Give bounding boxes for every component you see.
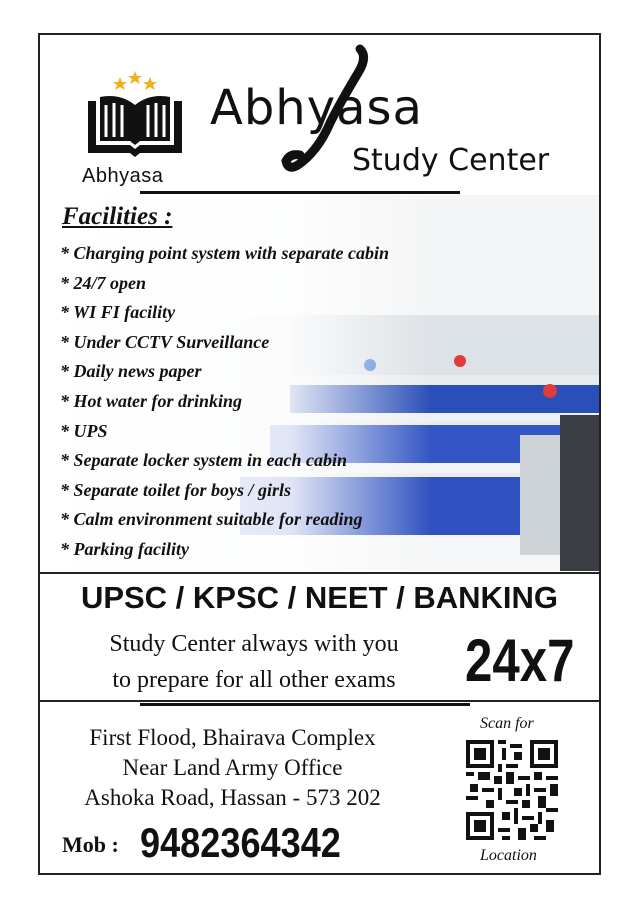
address-line-1: First Flood, Bhairava Complex (89, 725, 376, 750)
exams-line-1: Study Center always with you (109, 631, 399, 657)
exams-description (64, 626, 444, 698)
address-line-2: Near Land Army Office (122, 755, 343, 780)
facility-item: * Charging point system with separate cabin (60, 243, 390, 263)
scan-label: Scan for (480, 715, 534, 732)
location-label: Location (480, 847, 537, 864)
brand-subtitle: Study Center (352, 143, 550, 178)
facilities-list (60, 239, 389, 565)
brand-name: Abhyasa (210, 80, 423, 136)
exams-divider (140, 703, 470, 706)
hours-badge: 24x7 (465, 627, 575, 694)
address-line-3: Ashoka Road, Hassan - 573 202 (84, 785, 381, 810)
facilities-section (40, 195, 599, 571)
facility-item: * Calm environment suitable for reading (60, 509, 363, 530)
facility-item: * Separate locker system in each cabin (60, 450, 347, 471)
facility-item: * Parking facility (60, 538, 189, 559)
facility-item: * Separate toilet for boys / girls (60, 479, 291, 500)
facility-item: * 24/7 open (60, 272, 147, 293)
logo-text: Abhyasa (82, 165, 164, 187)
facility-item: * Daily news paper (60, 361, 202, 382)
address-block (60, 723, 405, 813)
brand-logo (80, 53, 190, 187)
poster-frame (38, 33, 601, 875)
exams-title: UPSC / KPSC / NEET / BANKING (80, 580, 559, 615)
facility-item: * Under CCTV Surveillance (60, 331, 270, 352)
exams-line-2: to prepare for all other exams (112, 667, 396, 693)
facilities-title: Facilities : (62, 203, 173, 230)
exams-section (40, 572, 599, 702)
header-divider (140, 191, 460, 194)
mobile-number[interactable]: 9482364342 (140, 819, 341, 866)
mobile-label: Mob : (62, 832, 119, 857)
facility-item: * WI FI facility (60, 302, 176, 323)
facility-item: * UPS (60, 420, 108, 441)
facility-item: * Hot water for drinking (60, 390, 243, 411)
qr-code-icon[interactable] (466, 739, 558, 841)
book-logo-icon (80, 53, 190, 165)
